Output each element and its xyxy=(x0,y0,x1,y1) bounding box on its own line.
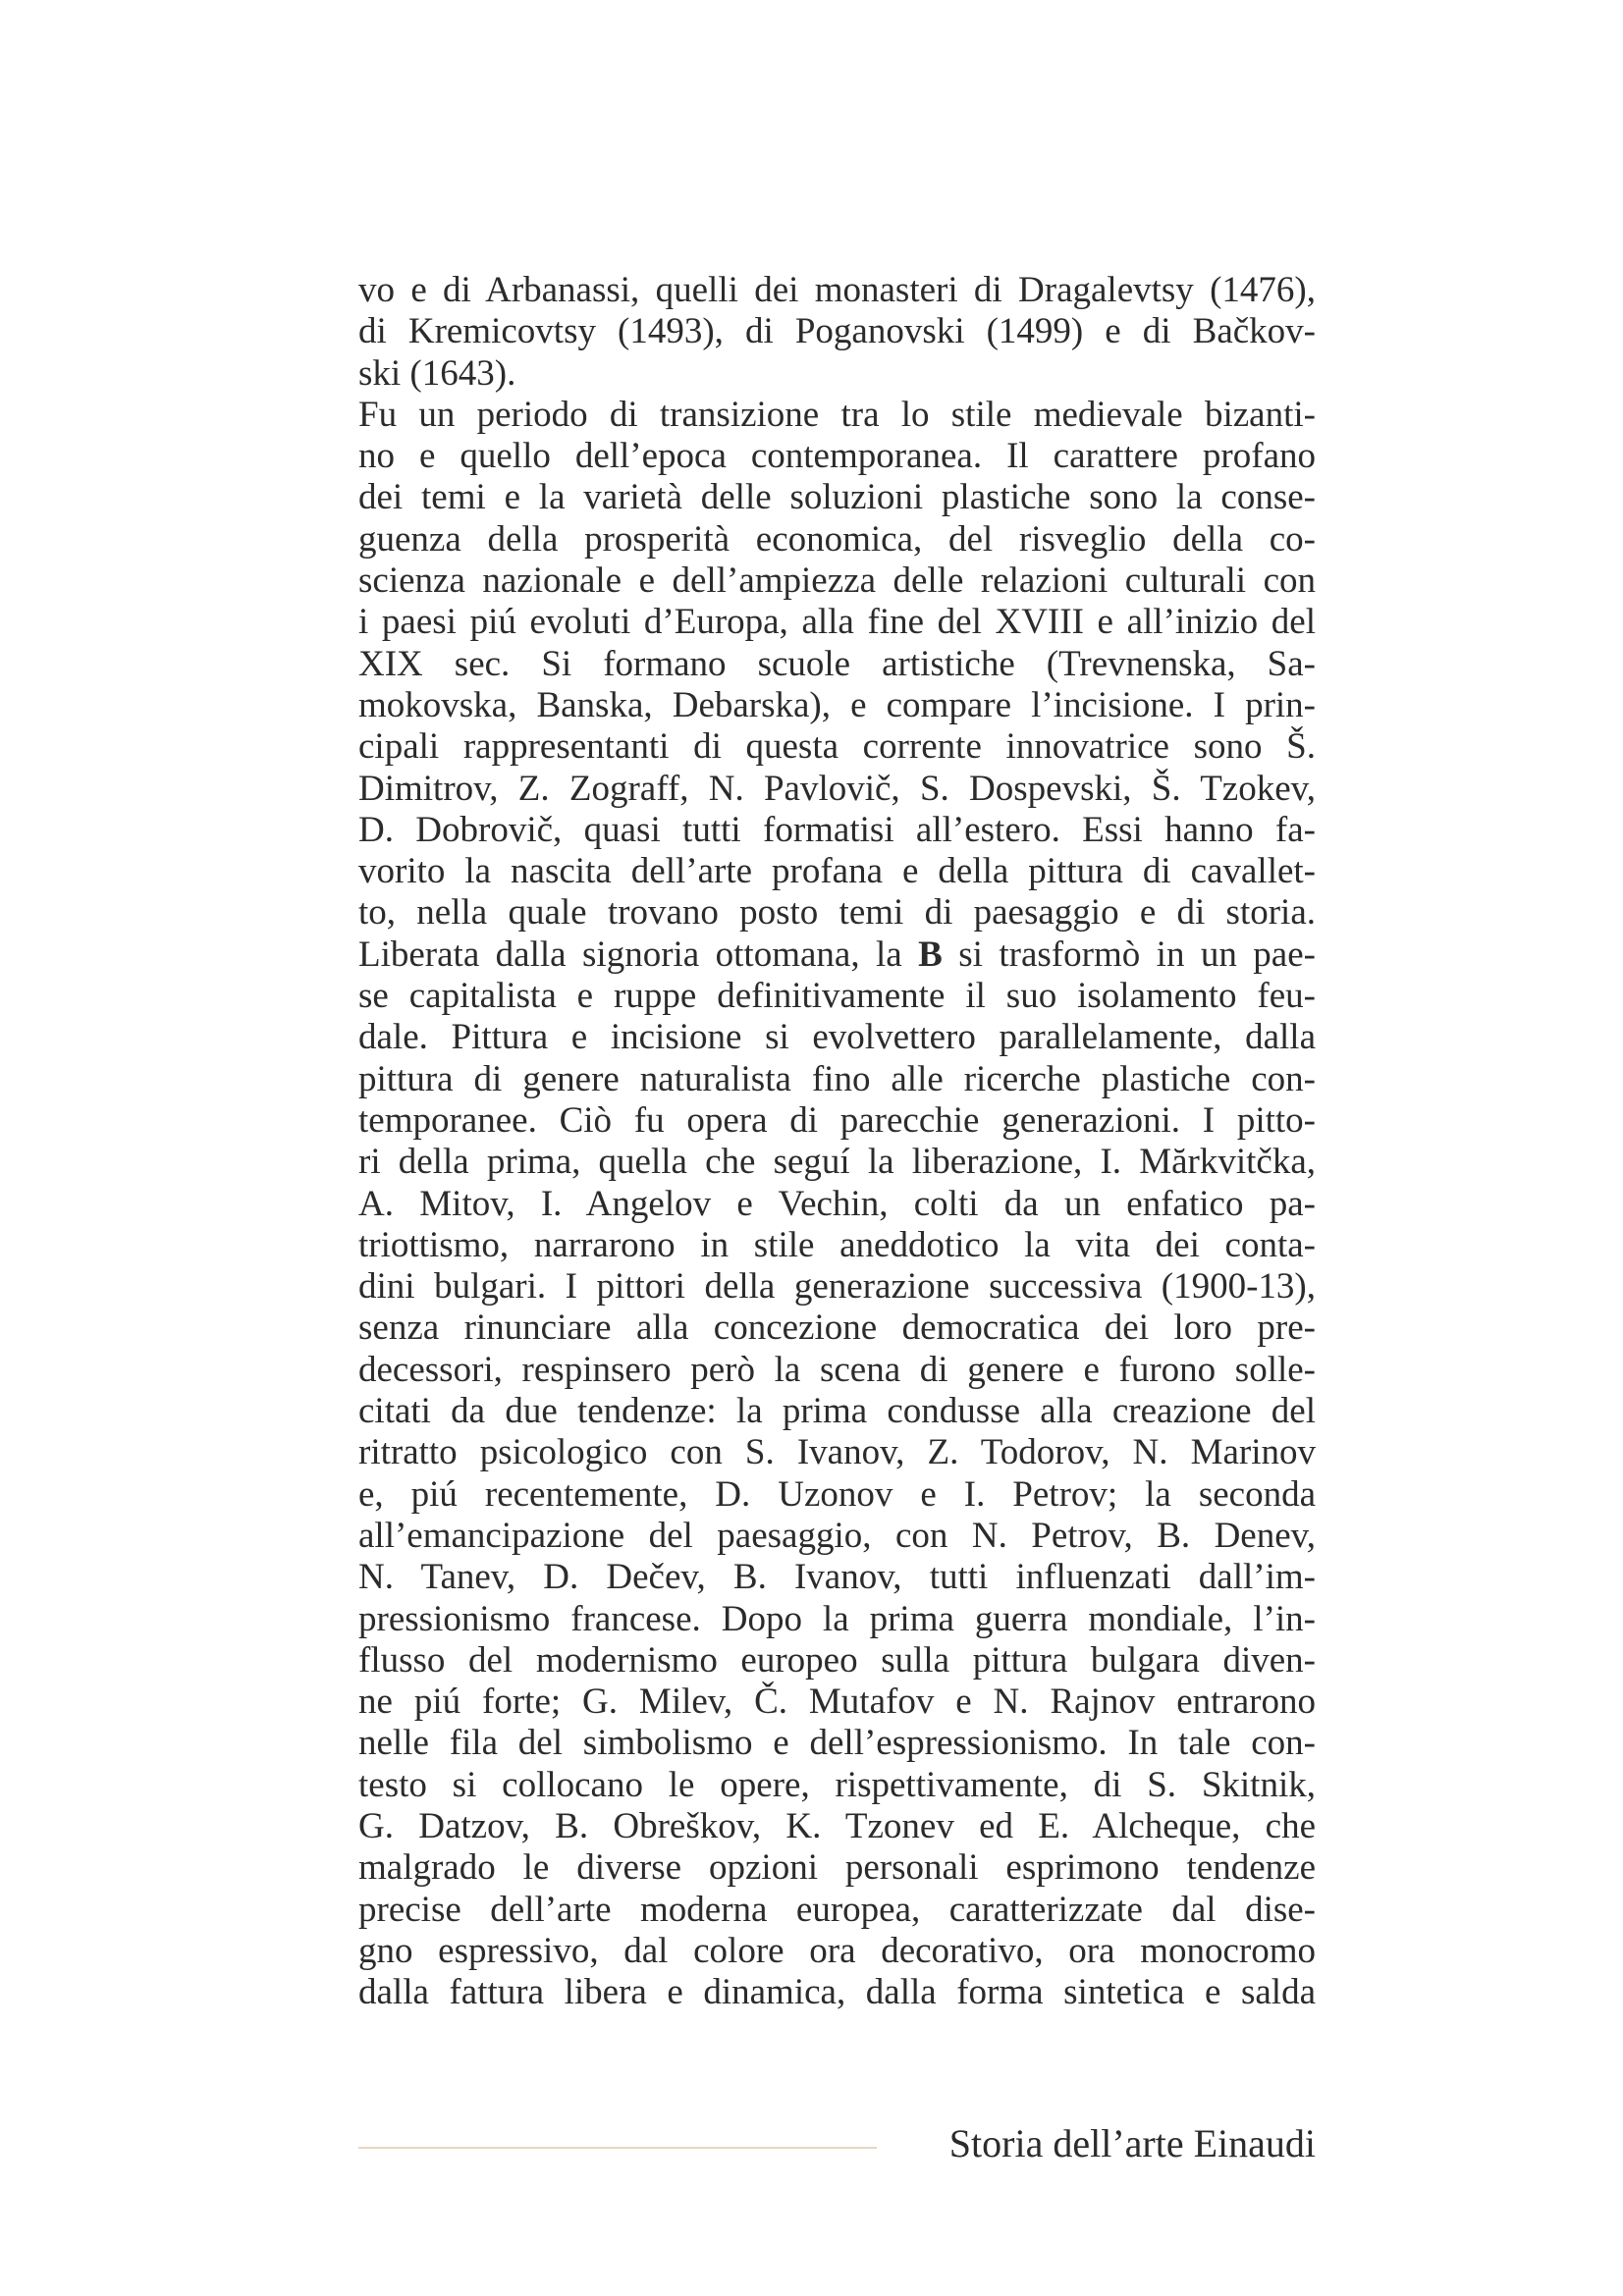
text-line: all’emancipazione del paesaggio, con N. Petrov, B. Denev, xyxy=(358,1515,1316,1556)
text-line: to, nella quale trovano posto temi di paesaggio e di storia. xyxy=(358,892,1316,934)
bold-term: B xyxy=(918,934,943,975)
text-line: testo si collocano le opere, rispettivamente, di S. Skitnik, xyxy=(358,1764,1316,1805)
text-line: malgrado le diverse opzioni personali esprimono tendenze xyxy=(358,1847,1316,1889)
text-line: Dimitrov, Z. Zograff, N. Pavlovič, S. Dospevski, Š. Tzokev, xyxy=(358,768,1316,809)
text-line: dini bulgari. I pittori della generazione successiva (1900-13), xyxy=(358,1266,1316,1308)
text-line: dei temi e la varietà delle soluzioni plastiche sono la conse- xyxy=(358,477,1316,518)
text-line: no e quello dell’epoca contemporanea. Il carattere profano xyxy=(358,436,1316,477)
text-line: vo e di Arbanassi, quelli dei monasteri di Dragalevtsy (1476), xyxy=(358,270,1316,310)
text-line: nelle fila del simbolismo e dell’espressionismo. In tale con- xyxy=(358,1723,1316,1764)
text-line: D. Dobrovič, quasi tutti formatisi all’estero. Essi hanno fa- xyxy=(358,809,1316,850)
text-line: triottismo, narrarono in stile aneddotico la vita dei conta- xyxy=(358,1224,1316,1265)
text-line: precise dell’arte moderna europea, caratterizzate dal dise- xyxy=(358,1889,1316,1930)
text-line: di Kremicovtsy (1493), di Poganovski (1499) e di Bačkov- xyxy=(358,311,1316,352)
text-line: N. Tanev, D. Dečev, B. Ivanov, tutti influenzati dall’im- xyxy=(358,1557,1316,1598)
text-line: G. Datzov, B. Obreškov, K. Tzonev ed E. Alcheque, che xyxy=(358,1805,1316,1846)
text-line: citati da due tendenze: la prima condusse alla creazione del xyxy=(358,1391,1316,1432)
text-line: i paesi piú evoluti d’Europa, alla fine del XVIII e all’inizio del xyxy=(358,602,1316,643)
text-line: e, piú recentemente, D. Uzonov e I. Petrov; la seconda xyxy=(358,1473,1316,1515)
text-line: dalla fattura libera e dinamica, dalla forma sintetica e salda xyxy=(358,1972,1316,2013)
text-line: ri della prima, quella che seguí la liberazione, I. Mărkvitčka, xyxy=(358,1142,1316,1183)
text-line: ritratto psicologico con S. Ivanov, Z. Todorov, N. Marinov xyxy=(358,1432,1316,1473)
text-line: senza rinunciare alla concezione democratica dei loro pre- xyxy=(358,1308,1316,1349)
text-line: Liberata dalla signoria ottomana, la B si trasformò in un pae- xyxy=(358,934,1316,975)
text-line: flusso del modernismo europeo sulla pittura bulgara diven- xyxy=(358,1639,1316,1681)
text-line: temporanee. Ciò fu opera di parecchie generazioni. I pitto- xyxy=(358,1099,1316,1141)
text-line: pressionismo francese. Dopo la prima guerra mondiale, l’in- xyxy=(358,1598,1316,1639)
footer-rule xyxy=(358,2147,877,2149)
text-line: Fu un periodo di transizione tra lo stile medievale bizanti- xyxy=(358,394,1316,435)
text-line: se capitalista e ruppe definitivamente il suo isolamento feu- xyxy=(358,976,1316,1017)
text-line: vorito la nascita dell’arte profana e della pittura di cavallet- xyxy=(358,851,1316,892)
text-line: mokovska, Banska, Debarska), e compare l’incisione. I prin- xyxy=(358,684,1316,725)
text-line: dale. Pittura e incisione si evolvettero parallelamente, dalla xyxy=(358,1017,1316,1058)
text-line: ne piú forte; G. Milev, Č. Mutafov e N. Rajnov entrarono xyxy=(358,1682,1316,1723)
text-line: ski (1643). xyxy=(358,352,516,394)
text-line: gno espressivo, dal colore ora decorativo, ora monocromo xyxy=(358,1930,1316,1971)
text-line: pittura di genere naturalista fino alle ricerche plastiche con- xyxy=(358,1058,1316,1099)
text-line: cipali rappresentanti di questa corrente innovatrice sono Š. xyxy=(358,726,1316,768)
text-line: guenza della prosperità economica, del risveglio della co- xyxy=(358,518,1316,560)
text-line: XIX sec. Si formano scuole artistiche (Trevnenska, Sa- xyxy=(358,643,1316,684)
text-line: decessori, respinsero però la scena di genere e furono solle- xyxy=(358,1349,1316,1390)
text-line: A. Mitov, I. Angelov e Vechin, colti da un enfatico pa- xyxy=(358,1183,1316,1224)
body-text xyxy=(358,270,1316,2013)
text-line: scienza nazionale e dell’ampiezza delle relazioni culturali con xyxy=(358,561,1316,602)
footer-title: Storia dell’arte Einaudi xyxy=(948,2121,1316,2165)
